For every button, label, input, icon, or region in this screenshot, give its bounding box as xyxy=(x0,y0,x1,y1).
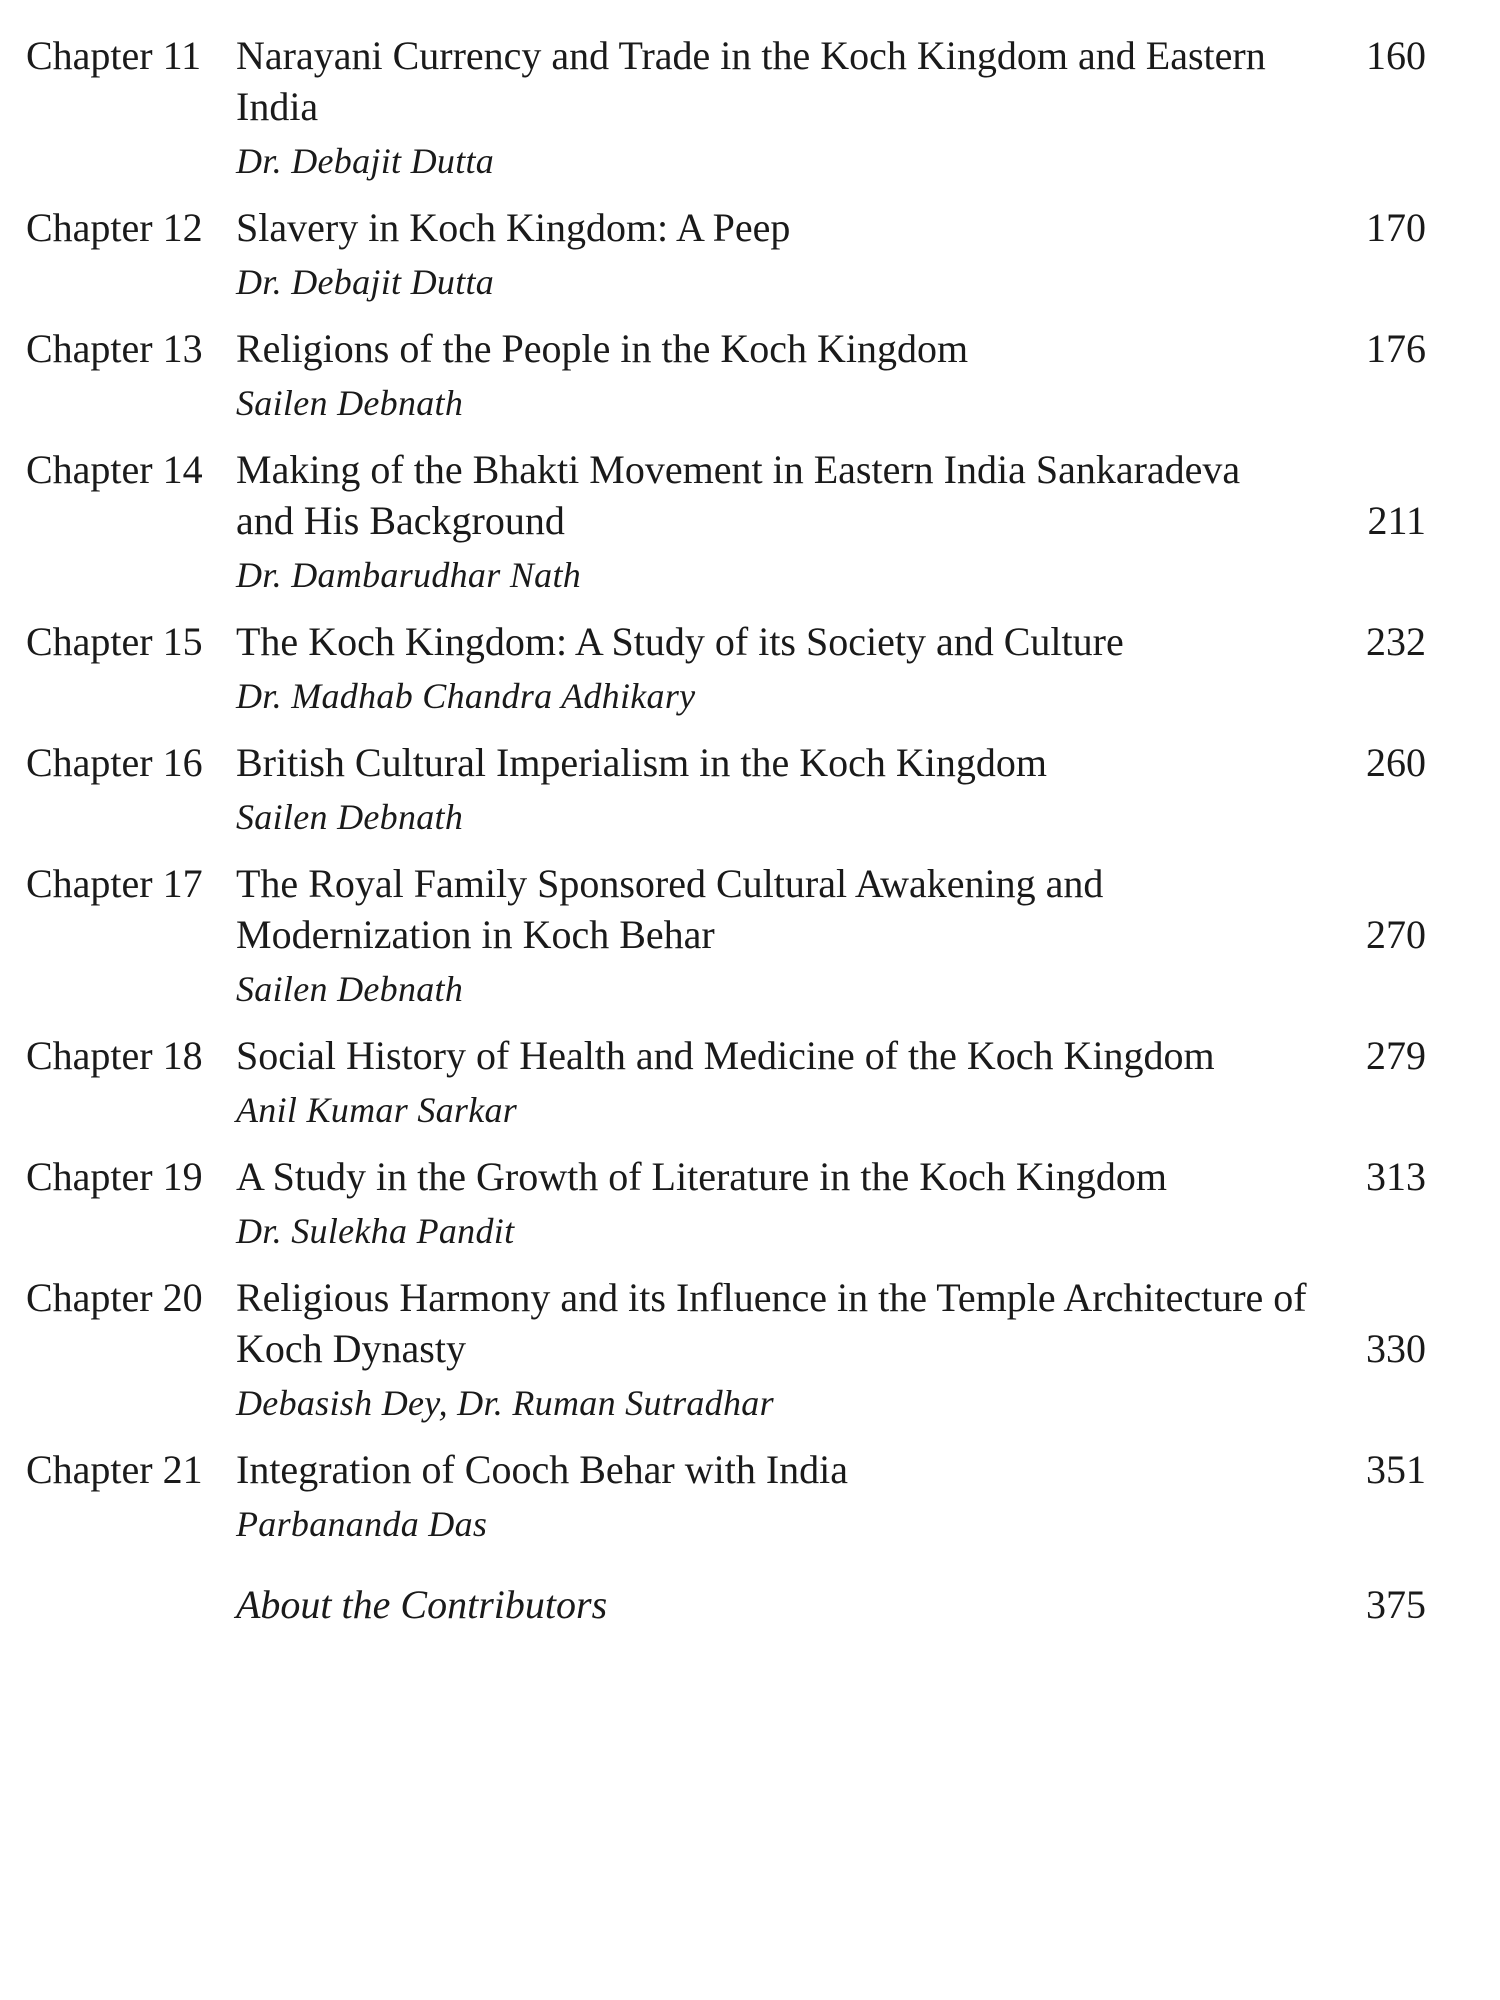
chapter-title-line-1: Making of the Bhakti Movement in Eastern India Sankaradeva xyxy=(236,447,1241,492)
chapter-title-line-2: Koch Dynasty xyxy=(236,1326,466,1371)
chapter-label: Chapter 14 xyxy=(26,447,203,492)
table-of-contents xyxy=(26,30,1476,1646)
chapter-body xyxy=(236,202,1326,307)
toc-entry-chapter-21 xyxy=(26,1444,1476,1549)
chapter-label: Chapter 12 xyxy=(26,205,203,250)
chapter-title: British Cultural Imperialism in the Koch Kingdom xyxy=(236,740,1048,785)
chapter-author: Sailen Debnath xyxy=(236,969,464,1009)
chapter-body xyxy=(236,30,1326,186)
toc-entry-chapter-19 xyxy=(26,1151,1476,1256)
chapter-author: Dr. Madhab Chandra Adhikary xyxy=(236,676,696,716)
chapter-label: Chapter 13 xyxy=(26,326,203,371)
chapter-author: Dr. Sulekha Pandit xyxy=(236,1211,515,1251)
chapter-title: A Study in the Growth of Literature in the Koch Kingdom xyxy=(236,1154,1167,1199)
page-number: 170 xyxy=(1366,205,1426,250)
chapter-label: Chapter 21 xyxy=(26,1447,203,1492)
toc-entry-chapter-17 xyxy=(26,858,1476,1014)
page-number: 330 xyxy=(1366,1326,1426,1371)
chapter-title-line-2: Modernization in Koch Behar xyxy=(236,912,715,957)
toc-entry-chapter-16 xyxy=(26,737,1476,842)
chapter-title: The Koch Kingdom: A Study of its Society and Culture xyxy=(236,619,1124,664)
page-number: 375 xyxy=(1366,1582,1426,1627)
chapter-label: Chapter 20 xyxy=(26,1275,203,1320)
contributors-label-spacer xyxy=(26,1579,236,1630)
page-number: 270 xyxy=(1366,912,1426,957)
chapter-body xyxy=(236,1444,1326,1549)
chapter-body xyxy=(236,444,1326,600)
toc-entry-chapter-15 xyxy=(26,616,1476,721)
page-number: 313 xyxy=(1366,1154,1426,1199)
toc-entry-chapter-13 xyxy=(26,323,1476,428)
chapter-title-line-1: Religious Harmony and its Influence in the Temple Architecture of xyxy=(236,1275,1307,1320)
chapter-body xyxy=(236,323,1326,428)
chapter-title: Narayani Currency and Trade in the Koch Kingdom and Eastern India xyxy=(236,33,1266,129)
page-number: 211 xyxy=(1367,498,1426,543)
chapter-label: Chapter 19 xyxy=(26,1154,203,1199)
chapter-body xyxy=(236,1030,1326,1135)
chapter-body xyxy=(236,737,1326,842)
page-number: 176 xyxy=(1366,326,1426,371)
chapter-title: Integration of Cooch Behar with India xyxy=(236,1447,849,1492)
chapter-title: Religions of the People in the Koch Kingdom xyxy=(236,326,969,371)
chapter-label: Chapter 16 xyxy=(26,740,203,785)
chapter-body xyxy=(236,1272,1326,1428)
toc-entry-chapter-11 xyxy=(26,30,1476,186)
chapter-author: Anil Kumar Sarkar xyxy=(236,1090,518,1130)
chapter-title: Social History of Health and Medicine of the Koch Kingdom xyxy=(236,1033,1215,1078)
chapter-label: Chapter 18 xyxy=(26,1033,203,1078)
chapter-author: Dr. Dambarudhar Nath xyxy=(236,555,582,595)
chapter-author: Sailen Debnath xyxy=(236,383,464,423)
chapter-label: Chapter 17 xyxy=(26,861,203,906)
chapter-author: Dr. Debajit Dutta xyxy=(236,141,495,181)
chapter-title-line-1: The Royal Family Sponsored Cultural Awakening and xyxy=(236,861,1104,906)
chapter-label: Chapter 15 xyxy=(26,619,203,664)
toc-entry-chapter-18 xyxy=(26,1030,1476,1135)
page-number: 260 xyxy=(1366,740,1426,785)
page-number: 232 xyxy=(1366,619,1426,664)
chapter-label: Chapter 11 xyxy=(26,33,202,78)
chapter-title-line-2: and His Background xyxy=(236,498,565,543)
chapter-author: Dr. Debajit Dutta xyxy=(236,262,495,302)
chapter-author: Debasish Dey, Dr. Ruman Sutradhar xyxy=(236,1383,774,1423)
toc-entry-chapter-12 xyxy=(26,202,1476,307)
chapter-author: Sailen Debnath xyxy=(236,797,464,837)
chapter-body xyxy=(236,1151,1326,1256)
chapter-author: Parbananda Das xyxy=(236,1504,488,1544)
chapter-title: Slavery in Koch Kingdom: A Peep xyxy=(236,205,791,250)
chapter-body xyxy=(236,616,1326,721)
page-number: 160 xyxy=(1366,33,1426,78)
toc-entry-chapter-14 xyxy=(26,444,1476,600)
chapter-body xyxy=(236,858,1326,1014)
toc-entry-contributors xyxy=(26,1579,1476,1630)
page-number: 279 xyxy=(1366,1033,1426,1078)
toc-entry-chapter-20 xyxy=(26,1272,1476,1428)
page-number: 351 xyxy=(1366,1447,1426,1492)
contributors-title: About the Contributors xyxy=(236,1582,608,1627)
